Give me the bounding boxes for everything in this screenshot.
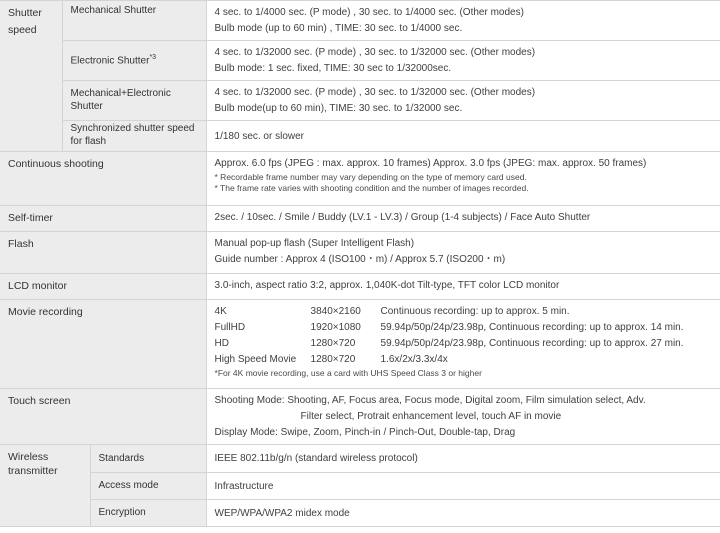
label-movie-recording: Movie recording: [0, 300, 206, 389]
movie-row-hd: HD 1280×720 59.94p/50p/24p/23.98p, Continuous recording: up to approx. 27 min.: [214, 338, 684, 349]
movie-note: *For 4K movie recording, use a card with UHS Speed Class 3 or higher: [214, 368, 482, 378]
value-touch-screen: Shooting Mode: Shooting, AF, Focus area, Focus mode, Digital zoom, Film simulation select, Adv. Filter select, Protrait enhancement level, touch AF in movie Display Mode: Swipe, Zoom, Pinch-in / Pinch-Out, Double-tap, Drag: [206, 389, 720, 445]
value-lcd-monitor: 3.0-inch, aspect ratio 3:2, approx. 1,040K-dot Tilt-type, TFT color LCD monitor: [206, 274, 720, 300]
row-wireless-standards: [0, 445, 720, 473]
label-sync-shutter: Synchronized shutter speed for flash: [62, 121, 206, 152]
label-continuous-shooting: Continuous shooting: [0, 152, 206, 206]
row-wireless-access-mode: [0, 473, 720, 500]
movie-row-high-speed: High Speed Movie 1280×720 1.6x/2x/3.3x/4x: [214, 354, 448, 365]
label-mechanical-shutter: Mechanical Shutter: [62, 1, 206, 41]
label-flash: Flash: [0, 232, 206, 274]
value-mechanical-shutter: 4 sec. to 1/4000 sec. (P mode) , 30 sec. to 1/4000 sec. (Other modes) Bulb mode (up to 60 min) , TIME: 30 sec. to 1/4000 sec.: [206, 1, 720, 41]
value-mech-elec-shutter: 4 sec. to 1/32000 sec. (P mode) , 30 sec. to 1/32000 sec. (Other modes) Bulb mode(up to 60 min), TIME: 30 sec. to 1/32000 sec.: [206, 81, 720, 121]
row-self-timer: [0, 206, 720, 232]
row-sync-shutter: [0, 121, 720, 152]
row-lcd-monitor: [0, 274, 720, 300]
value-sync-shutter: 1/180 sec. or slower: [206, 121, 720, 152]
value-encryption: WEP/WPA/WPA2 midex mode: [206, 500, 720, 527]
row-touch-screen: [0, 389, 720, 445]
label-touch-screen: Touch screen: [0, 389, 206, 445]
row-mech-elec-shutter: [0, 81, 720, 121]
value-continuous-shooting: Approx. 6.0 fps (JPEG : max. approx. 10 frames) Approx. 3.0 fps (JPEG: max. approx. 50 frames) * Recordable frame number may vary depending on the type of memory card used. * The frame rate varies with shooting condition and the number of images recorded.: [206, 152, 720, 206]
label-standards: Standards: [90, 445, 206, 473]
category-shutter-speed: Shutter speed: [0, 1, 62, 152]
value-electronic-shutter: 4 sec. to 1/32000 sec. (P mode) , 30 sec. to 1/32000 sec. (Other modes) Bulb mode: 1 sec. fixed, TIME: 30 sec to 1/32000sec.: [206, 41, 720, 81]
row-mechanical-shutter: [0, 1, 720, 41]
value-movie-recording: [206, 300, 720, 389]
movie-row-fullhd: FullHD 1920×1080 59.94p/50p/24p/23.98p, Continuous recording: up to approx. 14 min.: [214, 322, 684, 333]
value-standards: IEEE 802.11b/g/n (standard wireless protocol): [206, 445, 720, 473]
label-access-mode: Access mode: [90, 473, 206, 500]
movie-row-4k: 4K 3840×2160 Continuous recording: up to approx. 5 min.: [214, 306, 570, 317]
value-self-timer: 2sec. / 10sec. / Smile / Buddy (LV.1 - LV.3) / Group (1-4 subjects) / Face Auto Shutter: [206, 206, 720, 232]
label-electronic-shutter: Electronic Shutter$^{*3}$: [62, 41, 206, 81]
row-movie-recording: [0, 300, 720, 389]
row-wireless-encryption: [0, 500, 720, 527]
row-electronic-shutter: [0, 41, 720, 81]
label-self-timer: Self-timer: [0, 206, 206, 232]
value-access-mode: Infrastructure: [206, 473, 720, 500]
category-wireless-transmitter: Wireless transmitter: [0, 445, 90, 527]
value-flash: Manual pop-up flash (Super Intelligent Flash) Guide number : Approx 4 (ISO100・m) / Approx 5.7 (ISO200・m): [206, 232, 720, 274]
label-lcd-monitor: LCD monitor: [0, 274, 206, 300]
row-flash: [0, 232, 720, 274]
label-encryption: Encryption: [90, 500, 206, 527]
row-continuous-shooting: [0, 152, 720, 206]
label-mech-elec-shutter: Mechanical+Electronic Shutter: [62, 81, 206, 121]
